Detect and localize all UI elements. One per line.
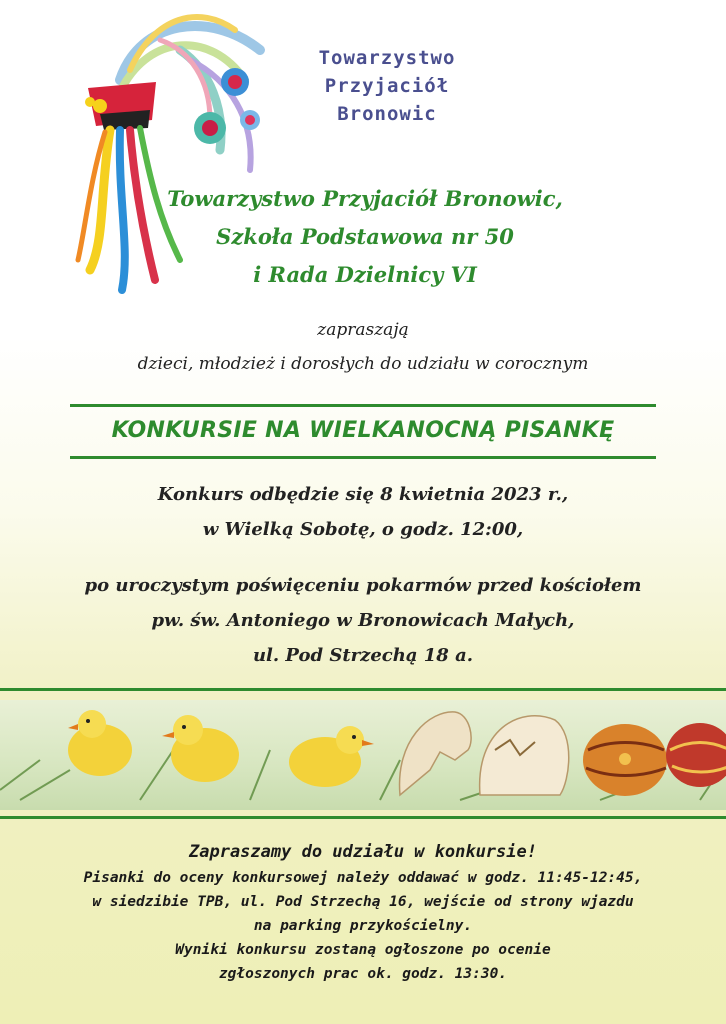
invite-verb: zapraszają <box>317 320 409 340</box>
title-rule-top <box>70 404 656 407</box>
footer-line: Wyniki konkursu zostaną ogłoszone po ocenie <box>175 942 551 958</box>
footer-line: zgłoszonych prac ok. godz. 13:30. <box>218 966 508 982</box>
logo-title-line: Przyjaciół <box>324 75 450 97</box>
footer-line: Pisanki do oceny konkursowej należy oddawać w godz. 11:45-12:45, <box>83 870 643 886</box>
chicks-eggs-band <box>0 700 726 810</box>
location-line: po uroczystym poświęceniu pokarmów przed kościołem <box>84 575 642 596</box>
band-rule-top <box>0 688 726 691</box>
organizer-line: Szkoła Podstawowa nr 50 <box>216 224 514 249</box>
pisanka-egg-illustration <box>583 724 667 796</box>
organizer-line: i Rada Dzielnicy VI <box>253 262 477 287</box>
footer-line: na parking przykościelny. <box>253 918 473 934</box>
organizers <box>120 180 610 294</box>
chick-illustration <box>162 715 239 782</box>
invite-audience: dzieci, młodzież i dorosłych do udziału w corocznym <box>137 354 589 374</box>
title-rule-bottom <box>70 456 656 459</box>
pisanka-egg-illustration <box>666 723 726 787</box>
contest-date <box>0 477 726 547</box>
footer-info <box>0 838 726 986</box>
eggshell-illustration <box>400 712 569 795</box>
footer-heading: Zapraszamy do udziału w konkursie! <box>189 842 537 862</box>
logo-title-line: Bronowic <box>337 103 437 125</box>
chick-illustration <box>289 726 374 787</box>
chick-illustration <box>68 710 132 776</box>
location-line: pw. św. Antoniego w Bronowicach Małych, <box>151 610 575 631</box>
chicks-eggs-illustration <box>0 700 726 810</box>
logo-title-line: Towarzystwo <box>318 47 456 69</box>
date-line: Konkurs odbędzie się 8 kwietnia 2023 r., <box>157 484 569 505</box>
band-rule-bottom <box>0 816 726 819</box>
contest-location <box>0 568 726 673</box>
logo-title <box>282 44 492 128</box>
organizer-line: Towarzystwo Przyjaciół Bronowic, <box>167 186 563 211</box>
location-line: ul. Pod Strzechą 18 a. <box>252 645 474 666</box>
footer-line: w siedzibie TPB, ul. Pod Strzechą 16, wejście od strony wjazdu <box>92 894 634 910</box>
contest-title: KONKURSIE NA WIELKANOCNĄ PISANKĘ <box>111 418 615 443</box>
date-line: w Wielką Sobotę, o godz. 12:00, <box>202 519 524 540</box>
